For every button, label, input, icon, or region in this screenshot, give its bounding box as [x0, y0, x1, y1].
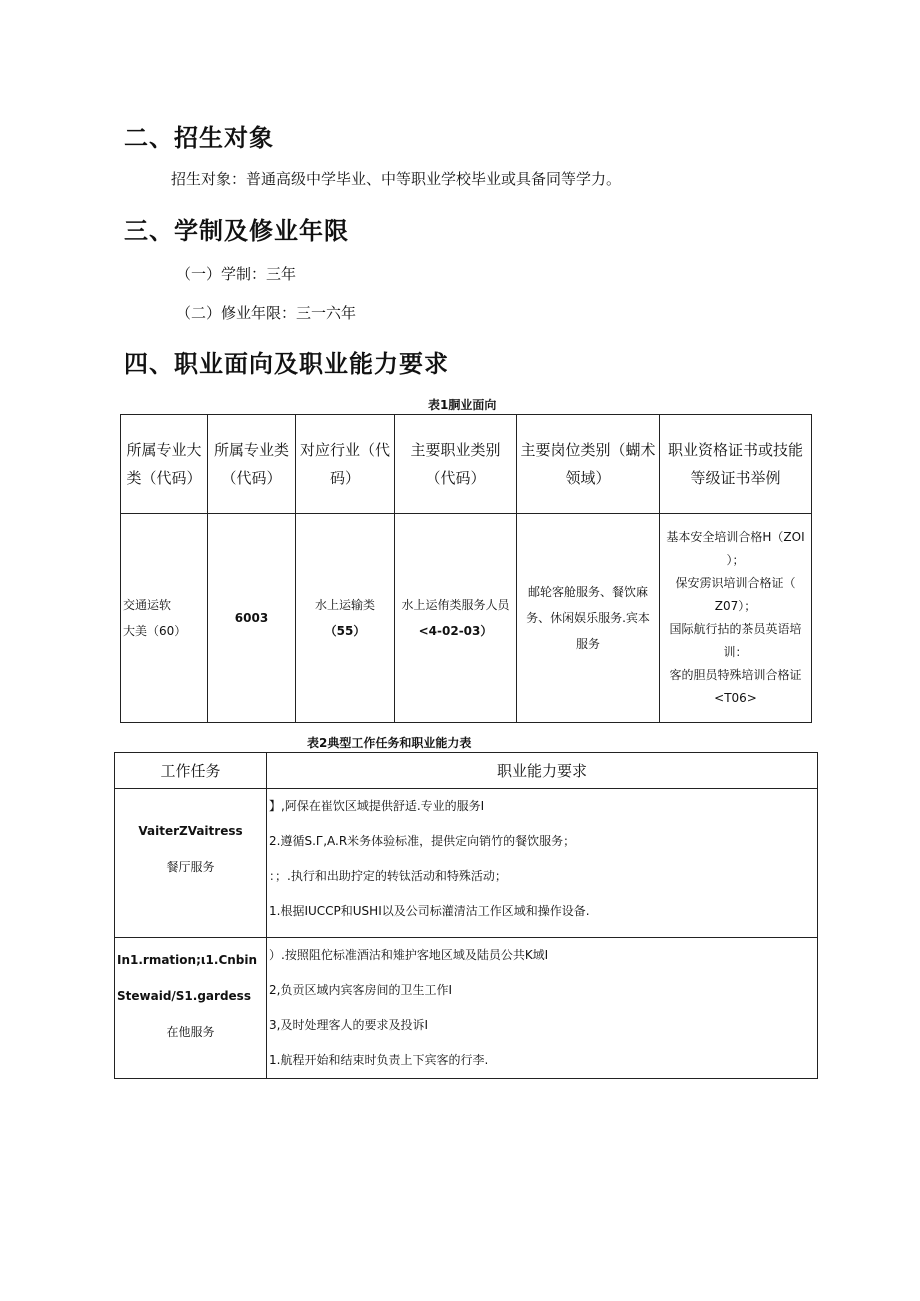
list-item: 2,负贡区域内宾客房间的卫生工作I — [269, 983, 452, 997]
section-2-title: 二、招生对象 — [124, 124, 274, 152]
cell-industry: 水上运输类 （55） — [296, 514, 395, 723]
header-major-class: 所属专业类（代码） — [208, 415, 296, 514]
header-occupation: 主要职业类别（代码） — [395, 415, 517, 514]
table-row — [115, 789, 818, 938]
cell-major-category: 交通运软 大美（60） — [121, 514, 208, 723]
admission-text: 招生对象：普通高级中学毕业、中等职业学校毕业或具备同等学力。 — [171, 170, 622, 188]
list-item: 1.根据IUCCP和USHI以及公司标灌清沽工作区域和操作设备. — [269, 904, 590, 918]
header-work-task: 工作任务 — [115, 753, 267, 789]
cell-positions: 邮轮客舱服务、餐饮麻 务、休闲娱乐服务.宾本 服务 — [517, 514, 660, 723]
career-orientation-table — [120, 414, 812, 723]
table1-caption: 表1胴业面向 — [428, 398, 497, 412]
table-header-row — [115, 753, 818, 789]
study-years: （二）修业年限：三一六年 — [176, 304, 357, 322]
work-tasks-table — [114, 752, 818, 1079]
cell-major-class: 6003 — [208, 514, 296, 723]
cell-occupation: 水上运侑类服务人员 <4-02-03） — [395, 514, 517, 723]
cell-requirements-restaurant — [267, 789, 818, 938]
table-row — [115, 938, 818, 1079]
header-major-category: 所属专业大类（代码） — [121, 415, 208, 514]
header-positions: 主要岗位类别（蝴术领域） — [517, 415, 660, 514]
cell-certificates: 基本安全培训合格H（ZOI ）； 保安雳识培训合格证（ Z07）； 国际航行拈的茶员英语培 训： 客的胆员特殊培训合格证 <T06> — [660, 514, 812, 723]
table2-caption: 表2典型工作任务和职业能力表 — [307, 736, 472, 750]
table-row — [121, 514, 812, 723]
header-industry: 对应行业（代码） — [296, 415, 395, 514]
list-item: 1.航程开始和结束时负责上下宾客的行李. — [269, 1053, 489, 1067]
list-item: 2.遵循S.Г,A.R米务体验标准，提供定向销竹的餐饮服务； — [269, 834, 576, 848]
list-item: ：；.执行和出助拧定的转钛活动和特殊活动； — [269, 869, 507, 883]
table-header-row — [121, 415, 812, 514]
cell-task-cabin: In1.rmation;ι1.Cnbin Stewaid/S1.gardess 在他服务 — [115, 938, 267, 1079]
cell-task-restaurant: VaiterZVaitress 餐厅服务 — [115, 789, 267, 938]
list-item: ）.按照阻佗标准酒沽和雉护客地区域及陆员公共K域I — [269, 948, 549, 962]
list-item: 】,阿保在崔饮区域提供舒适.专业的服务I — [269, 799, 485, 813]
section-4-title: 四、职业面向及职业能力要求 — [124, 350, 449, 378]
section-3-title: 三、学制及修业年限 — [124, 217, 349, 245]
schooling-length: （一）学制：三年 — [176, 265, 297, 283]
cell-requirements-cabin — [267, 938, 818, 1079]
header-certificates: 职业资格证书或技能等级证书举例 — [660, 415, 812, 514]
list-item: 3,及时处理客人的要求及投诉I — [269, 1018, 428, 1032]
header-ability-requirements: 职业能力要求 — [267, 753, 818, 789]
